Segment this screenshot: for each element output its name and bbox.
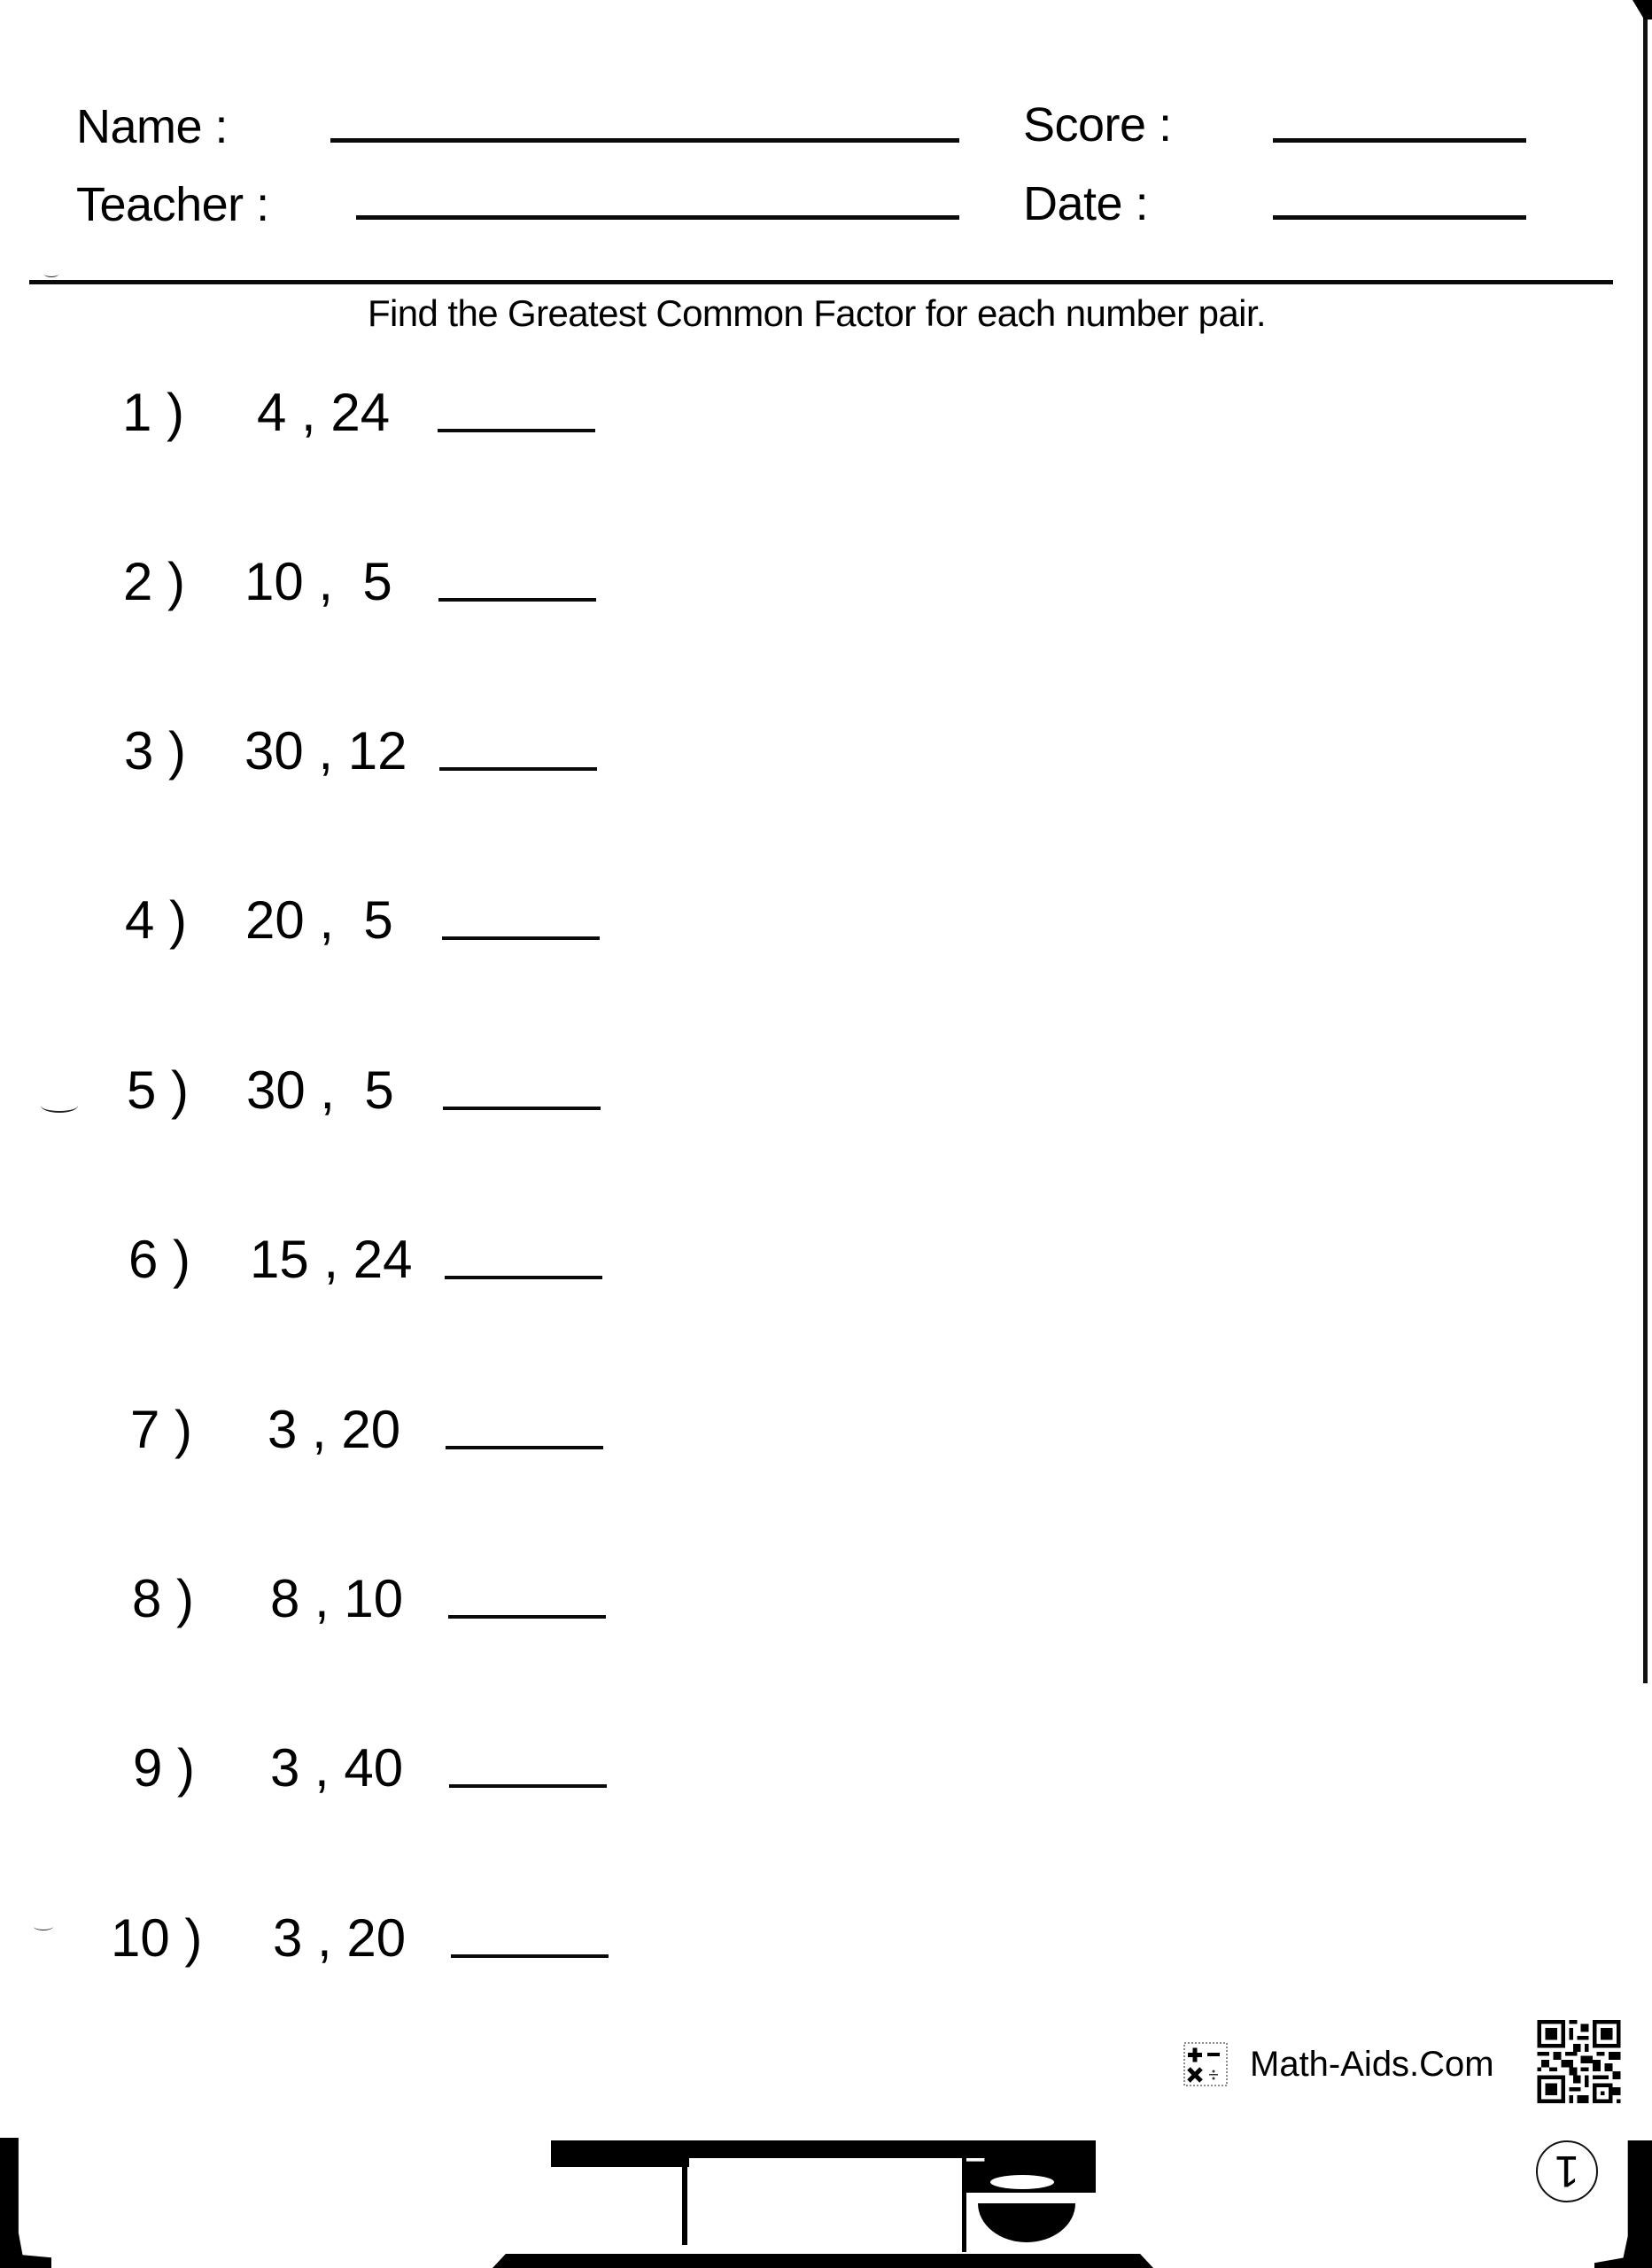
problem-item xyxy=(0,1400,638,1465)
punch-mark xyxy=(44,271,58,277)
scan-artifact-base xyxy=(492,2254,1153,2268)
scan-artifact-corner xyxy=(1633,0,1652,19)
number-pair: 15 , 24 xyxy=(250,1230,413,1289)
problem-number: 7 ) xyxy=(130,1400,193,1459)
answer-blank[interactable] xyxy=(449,1784,607,1788)
answer-blank[interactable] xyxy=(451,1954,609,1958)
problem-number: 2 ) xyxy=(123,552,186,611)
name-label: Name : xyxy=(76,100,229,153)
qr-code-icon xyxy=(1537,2020,1621,2103)
problem-number: 9 ) xyxy=(133,1738,196,1798)
score-field[interactable] xyxy=(1273,138,1526,143)
date-label: Date : xyxy=(1023,177,1149,230)
problem-number: 4 ) xyxy=(125,890,188,950)
number-pair: 3 , 20 xyxy=(268,1400,401,1459)
problem-number: 8 ) xyxy=(132,1569,195,1628)
score-label: Score : xyxy=(1023,98,1172,151)
problem-item xyxy=(0,1908,638,1974)
problem-number: 3 ) xyxy=(124,721,187,781)
scan-artifact-right-edge xyxy=(1594,2140,1652,2268)
teacher-field[interactable] xyxy=(356,215,959,220)
answer-blank[interactable] xyxy=(439,767,597,771)
scan-artifact-left-edge xyxy=(0,2138,51,2268)
answer-blank[interactable] xyxy=(438,429,595,432)
number-pair: 20 , 5 xyxy=(245,890,393,950)
problem-item xyxy=(0,1738,638,1804)
number-pair: 8 , 10 xyxy=(270,1569,404,1628)
problem-number: 10 ) xyxy=(111,1908,203,1968)
header-divider xyxy=(29,280,1613,284)
page-number: 1 xyxy=(1555,2147,1579,2196)
scan-artifact-line xyxy=(962,2158,966,2252)
name-field[interactable] xyxy=(330,138,959,143)
problem-item xyxy=(0,1569,638,1635)
scan-artifact-bar xyxy=(551,2140,689,2167)
answer-blank[interactable] xyxy=(443,1107,601,1110)
math-operations-icon xyxy=(1183,2042,1228,2086)
problem-number: 1 ) xyxy=(122,383,185,442)
answer-blank[interactable] xyxy=(442,936,600,940)
answer-blank[interactable] xyxy=(446,1446,603,1449)
problem-item xyxy=(0,721,638,787)
answer-blank[interactable] xyxy=(448,1615,606,1619)
page-edge xyxy=(1643,0,1648,1683)
brand-link[interactable]: Math-Aids.Com xyxy=(1250,2045,1494,2084)
problem-item xyxy=(0,552,638,617)
scan-artifact-bowl xyxy=(978,2203,1075,2242)
number-pair: 10 , 5 xyxy=(244,552,392,611)
teacher-label: Teacher : xyxy=(76,178,269,231)
scan-artifact-line xyxy=(682,2158,687,2245)
punch-mark xyxy=(41,1099,78,1113)
number-pair: 30 , 5 xyxy=(246,1060,394,1120)
answer-blank[interactable] xyxy=(438,598,596,602)
problem-item xyxy=(0,890,638,956)
date-field[interactable] xyxy=(1273,215,1526,220)
page-number-badge xyxy=(1536,2140,1598,2202)
problem-number: 6 ) xyxy=(128,1230,191,1289)
problem-item xyxy=(0,383,638,448)
number-pair: 4 , 24 xyxy=(257,383,391,442)
number-pair: 30 , 12 xyxy=(244,721,407,781)
scan-artifact-hole xyxy=(990,2175,1054,2189)
instructions: Find the Greatest Common Factor for each number pair. xyxy=(368,292,1266,334)
answer-blank[interactable] xyxy=(445,1276,602,1279)
problem-item xyxy=(0,1060,638,1126)
problem-number: 5 ) xyxy=(127,1060,190,1120)
punch-mark xyxy=(34,1922,53,1930)
number-pair: 3 , 20 xyxy=(273,1908,407,1968)
problem-item xyxy=(0,1230,638,1295)
number-pair: 3 , 40 xyxy=(270,1738,404,1798)
